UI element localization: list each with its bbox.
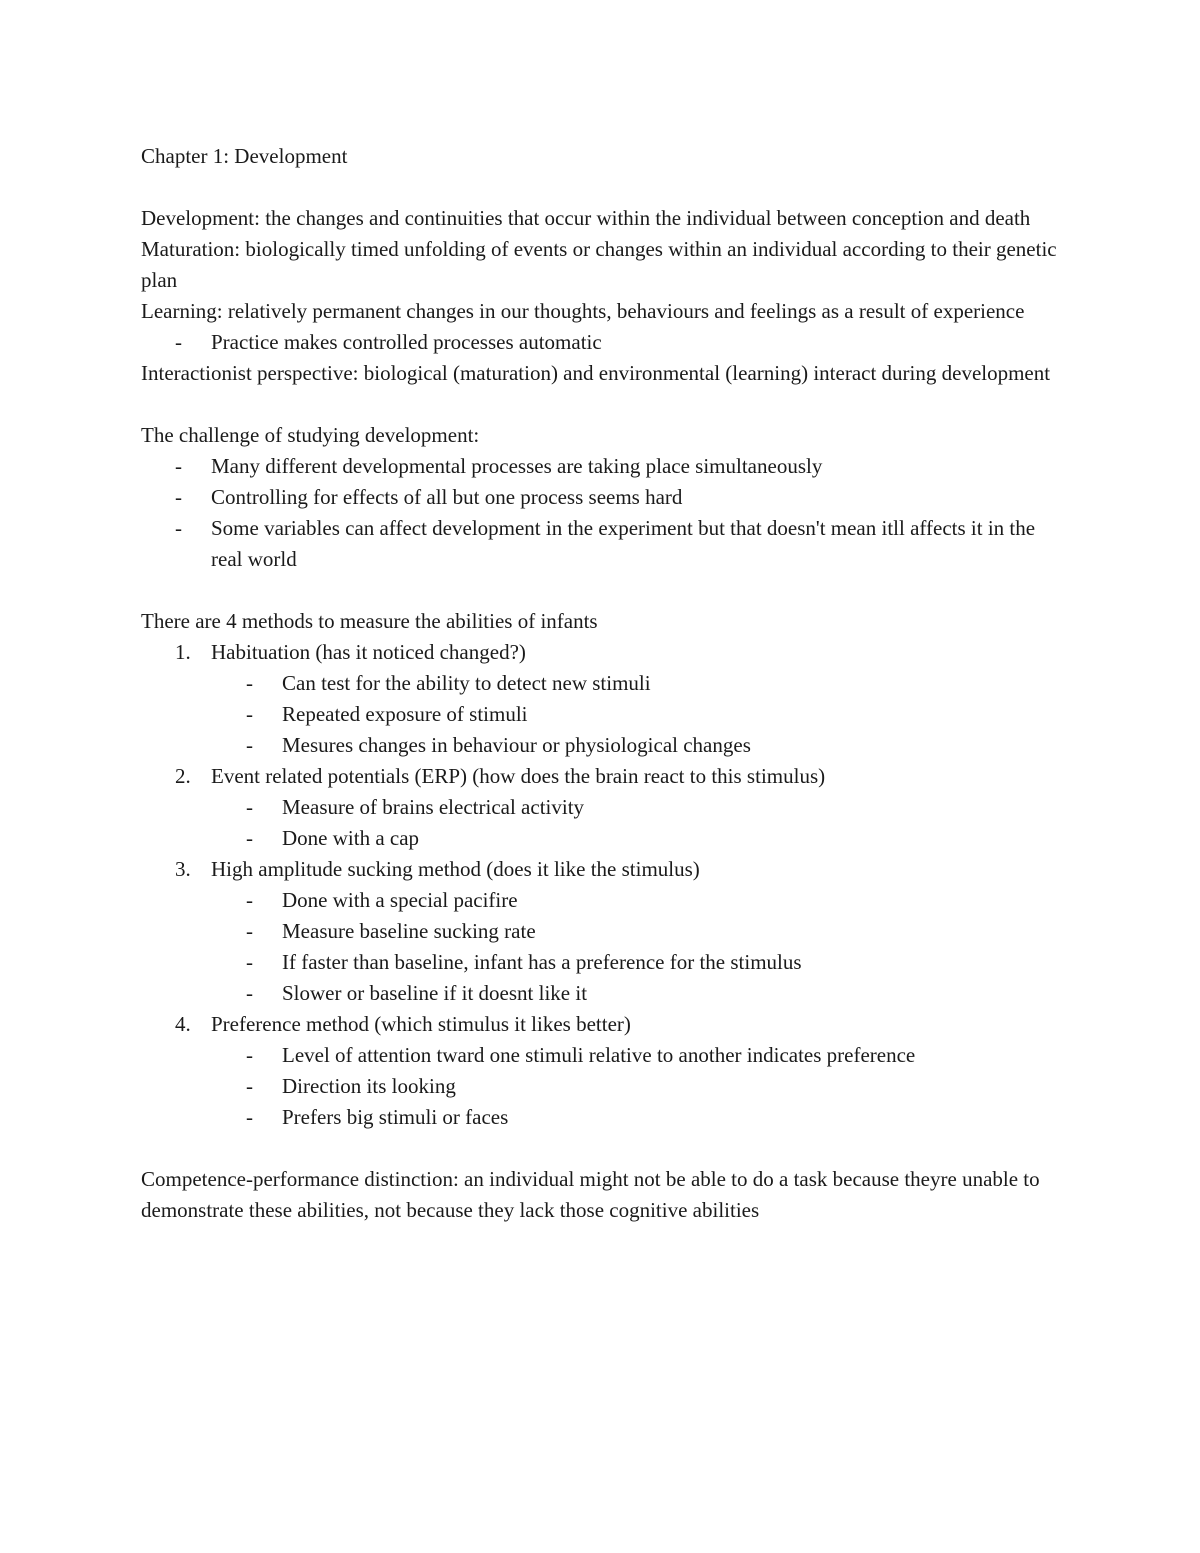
bullet-dash: - xyxy=(246,1074,253,1098)
challenge-bullet-text: Some variables can affect development in the experiment but that doesn't mean itll affects it in the real world xyxy=(211,516,1036,571)
list-number: 4. xyxy=(175,1012,191,1036)
method-bullet-text: If faster than baseline, infant has a preference for the stimulus xyxy=(282,950,802,974)
competence-performance-distinction: Competence-performance distinction: an individual might not be able to do a task because theyre unable to demonstrate these abilities, not because they lack those cognitive abilities xyxy=(141,1167,1040,1222)
bullet-dash: - xyxy=(246,733,253,757)
method-bullet-item xyxy=(141,916,1071,947)
bullet-dash: - xyxy=(246,888,253,912)
method-bullet-item xyxy=(141,885,1071,916)
challenge-bullet-text: Many different developmental processes are taking place simultaneously xyxy=(211,454,823,478)
spacer xyxy=(141,172,1071,203)
learning-bullet-text: Practice makes controlled processes automatic xyxy=(211,330,602,354)
challenge-bullet-text: Controlling for effects of all but one process seems hard xyxy=(211,485,683,509)
bullet-dash: - xyxy=(246,919,253,943)
method-bullet-text: Done with a cap xyxy=(282,826,420,850)
definition-development: Development: the changes and continuities that occur within the individual between conception and death xyxy=(141,206,1031,230)
bullet-dash: - xyxy=(246,671,253,695)
method-item xyxy=(141,1009,1071,1040)
method-bullet-text: Level of attention tward one stimuli relative to another indicates preference xyxy=(282,1043,916,1067)
method-label: Habituation (has it noticed changed?) xyxy=(211,640,526,664)
method-bullet-text: Done with a special pacifire xyxy=(282,888,518,912)
bullet-dash: - xyxy=(175,454,182,478)
method-bullet-item xyxy=(141,1102,1071,1133)
learning-bullet-item xyxy=(141,327,1071,358)
challenge-bullet-item xyxy=(141,482,1071,513)
method-bullet-item xyxy=(141,730,1071,761)
method-bullet-item xyxy=(141,947,1071,978)
method-bullet-text: Prefers big stimuli or faces xyxy=(282,1105,509,1129)
challenge-bullet-item xyxy=(141,451,1071,482)
chapter-title: Chapter 1: Development xyxy=(141,144,348,168)
bullet-dash: - xyxy=(246,950,253,974)
definition-learning: Learning: relatively permanent changes in our thoughts, behaviours and feelings as a result of experience xyxy=(141,299,1025,323)
method-bullet-text: Repeated exposure of stimuli xyxy=(282,702,528,726)
bullet-dash: - xyxy=(175,330,182,354)
bullet-dash: - xyxy=(246,1043,253,1067)
list-number: 3. xyxy=(175,857,191,881)
method-label: Preference method (which stimulus it likes better) xyxy=(211,1012,631,1036)
methods-heading: There are 4 methods to measure the abilities of infants xyxy=(141,609,598,633)
bullet-dash: - xyxy=(246,981,253,1005)
method-item xyxy=(141,637,1071,668)
method-bullet-text: Measure of brains electrical activity xyxy=(282,795,585,819)
method-label: Event related potentials (ERP) (how does the brain react to this stimulus) xyxy=(211,764,826,788)
method-bullet-item xyxy=(141,823,1071,854)
bullet-dash: - xyxy=(246,826,253,850)
definition-maturation: Maturation: biologically timed unfolding of events or changes within an individual according to their genetic plan xyxy=(141,237,1057,292)
list-number: 2. xyxy=(175,764,191,788)
spacer xyxy=(141,575,1071,606)
challenge-bullet-item xyxy=(141,513,1071,575)
bullet-dash: - xyxy=(175,485,182,509)
method-bullet-item xyxy=(141,1040,1071,1071)
method-bullet-text: Can test for the ability to detect new stimuli xyxy=(282,671,651,695)
bullet-dash: - xyxy=(175,516,182,540)
method-bullet-item xyxy=(141,1071,1071,1102)
bullet-dash: - xyxy=(246,702,253,726)
method-bullet-item xyxy=(141,668,1071,699)
spacer xyxy=(141,389,1071,420)
list-number: 1. xyxy=(175,640,191,664)
method-bullet-item xyxy=(141,699,1071,730)
spacer xyxy=(141,1133,1071,1164)
challenge-heading: The challenge of studying development: xyxy=(141,423,480,447)
document-body xyxy=(141,141,1071,1226)
method-bullet-text: Mesures changes in behaviour or physiological changes xyxy=(282,733,751,757)
method-item xyxy=(141,761,1071,792)
method-bullet-text: Measure baseline sucking rate xyxy=(282,919,536,943)
method-label: High amplitude sucking method (does it like the stimulus) xyxy=(211,857,700,881)
method-bullet-text: Slower or baseline if it doesnt like it xyxy=(282,981,588,1005)
method-bullet-item xyxy=(141,792,1071,823)
interactionist-perspective: Interactionist perspective: biological (maturation) and environmental (learning) interact during development xyxy=(141,361,1051,385)
bullet-dash: - xyxy=(246,1105,253,1129)
method-bullet-text: Direction its looking xyxy=(282,1074,456,1098)
method-bullet-item xyxy=(141,978,1071,1009)
method-item xyxy=(141,854,1071,885)
bullet-dash: - xyxy=(246,795,253,819)
